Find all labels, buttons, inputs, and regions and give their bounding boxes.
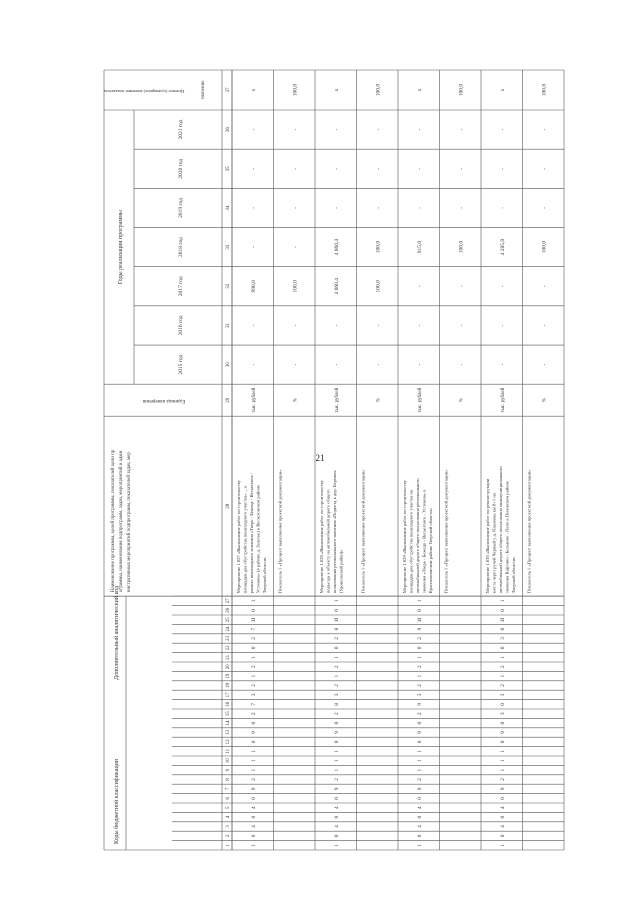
code-cell: 3 <box>499 712 506 716</box>
row-name: Показатель 1 «Процент выполнения проектной документации» <box>360 469 366 594</box>
code-cell: 1 <box>416 768 423 772</box>
code-cell: 0 <box>499 834 506 838</box>
code-cell: 3 <box>250 693 257 697</box>
code-cell: 1 <box>333 655 340 659</box>
code-cell: 0 <box>333 834 340 838</box>
row-value: - <box>333 363 340 366</box>
code-cell: 9 <box>499 787 506 791</box>
row-value: - <box>416 167 423 170</box>
code-cell: 4 <box>499 806 506 810</box>
code-cell: 1 <box>250 768 257 772</box>
code-cell: 1 <box>499 599 506 603</box>
col-number: 32 <box>226 283 231 289</box>
row-value: - <box>250 167 257 170</box>
code-cell: 3 <box>416 693 423 697</box>
col-number: 29 <box>226 397 231 403</box>
col-number: 37 <box>226 87 231 93</box>
code-cell: 9 <box>416 627 423 631</box>
code-cell: 0 <box>499 608 506 612</box>
code-cell: 0 <box>416 721 423 725</box>
row-total: 100,0 <box>458 83 465 97</box>
code-cell: 4 <box>499 825 506 828</box>
code-cell: 7 <box>250 627 257 631</box>
code-cell: 2 <box>250 778 257 781</box>
code-cell: И <box>416 617 423 622</box>
code-cell: 4 <box>333 806 340 810</box>
header-name-2: ограммы, наименования подпрограмм, задач, мероприятий и адми <box>119 450 124 593</box>
row-name: Тверской области» <box>262 556 267 594</box>
code-cell: 0 <box>250 608 257 612</box>
row-value: - <box>375 167 382 170</box>
code-cell: 4 <box>333 825 340 828</box>
row-total: 100,0 <box>292 83 299 97</box>
col-number: 14 <box>226 720 231 726</box>
row-value: - <box>375 324 382 327</box>
row-total: 100,0 <box>541 83 548 97</box>
code-cell: 1 <box>250 759 257 763</box>
row-value: - <box>541 285 548 288</box>
code-cell: 0 <box>416 608 423 612</box>
col-number: 9 <box>226 768 231 772</box>
col-number: 5 <box>226 806 231 809</box>
code-cell: 8 <box>333 627 340 631</box>
code-cell: 0 <box>416 834 423 838</box>
code-cell: 9 <box>250 787 257 791</box>
code-cell: 1 <box>416 749 423 753</box>
row-value: - <box>292 363 299 366</box>
col-number: 3 <box>226 825 231 828</box>
code-cell: И <box>250 617 257 622</box>
row-value: - <box>250 363 257 366</box>
col-number: 26 <box>226 607 231 613</box>
row-value: - <box>333 324 340 327</box>
code-cell: 1 <box>250 655 257 659</box>
code-cell: 0 <box>250 646 257 650</box>
code-cell: 2 <box>416 684 423 687</box>
col-number: 30 <box>226 362 231 368</box>
row-name: подъезда к объекту на автомобильной дороге общего <box>325 489 331 594</box>
code-cell: 0 <box>416 796 423 800</box>
row-value: - <box>375 128 382 131</box>
code-cell: 0 <box>333 815 340 819</box>
code-cell: И <box>499 617 506 622</box>
header-budget-codes: Коды бюджетной классификации <box>114 759 120 844</box>
code-cell: 1 <box>333 599 340 603</box>
row-value: - <box>333 167 340 170</box>
code-cell: 8 <box>333 702 340 706</box>
code-cell: 3 <box>499 693 506 697</box>
code-cell: 0 <box>250 796 257 800</box>
code-cell: 2 <box>333 712 340 716</box>
code-cell: 9 <box>250 731 257 734</box>
col-number: 12 <box>226 739 231 745</box>
code-cell: 0 <box>499 796 506 800</box>
row-value: - <box>292 128 299 131</box>
row-unit: % <box>542 398 548 403</box>
row-name: площадки для обустройства пешеходного участка на <box>408 490 414 594</box>
code-cell: 0 <box>333 740 340 744</box>
code-cell: 2 <box>250 637 257 640</box>
col-number: 31 <box>226 322 231 328</box>
code-cell: И <box>333 617 340 622</box>
header-y2021: 2021 год <box>178 119 184 140</box>
code-cell: 1 <box>416 843 423 847</box>
row-value: - <box>416 363 423 366</box>
row-value: 100,0 <box>375 240 382 254</box>
code-cell: 4 <box>416 806 423 810</box>
col-number: 34 <box>226 205 231 211</box>
code-cell: 9 <box>416 787 423 791</box>
row-value: - <box>416 207 423 209</box>
col-number: 19 <box>226 673 231 679</box>
row-value: - <box>250 246 257 249</box>
col-number: 16 <box>226 701 231 707</box>
header-additional-code: Дополнительный аналитический код <box>114 585 120 680</box>
col-number: 11 <box>226 748 231 754</box>
row-total: х <box>250 88 257 92</box>
code-cell: 1 <box>250 674 257 678</box>
header-y2018: 2018 год <box>178 237 184 258</box>
row-name: (Удомельский район)» <box>338 549 344 594</box>
header-value: значение <box>201 80 206 100</box>
header-unit: Единица измерения <box>142 398 186 404</box>
row-value: - <box>375 207 382 209</box>
code-cell: 2 <box>333 637 340 640</box>
row-value: - <box>499 285 506 288</box>
header-y2020: 2020 год <box>178 158 184 179</box>
code-cell: 2 <box>250 665 257 669</box>
row-value: 100,0 <box>375 280 382 293</box>
row-value: 4 285,0 <box>499 238 506 256</box>
col-number: 8 <box>226 778 231 781</box>
row-name: значения Кафтино - Бельково - Пено в Пеновском районе <box>504 481 510 594</box>
col-number: 7 <box>226 787 231 791</box>
row-value: - <box>292 324 299 327</box>
row-name: Мероприятие 1.029 «Выполнение работ по строительству <box>402 480 407 594</box>
code-cell: 1 <box>333 843 340 847</box>
col-number: 20 <box>226 664 231 670</box>
col-number: 23 <box>226 636 231 641</box>
code-cell: 1 <box>333 759 340 763</box>
code-cell: 0 <box>250 815 257 819</box>
row-name: площадки для обустройства пешеходного участка» ... в <box>242 485 248 594</box>
code-cell: 0 <box>333 646 340 650</box>
row-value: - <box>416 128 423 131</box>
code-cell: 3 <box>333 693 340 697</box>
row-value: - <box>416 285 423 288</box>
row-total: х <box>416 88 423 92</box>
code-cell: 9 <box>416 731 423 734</box>
row-value: - <box>458 363 465 366</box>
row-value: - <box>458 207 465 209</box>
row-value: - <box>250 207 257 209</box>
col-number: 27 <box>226 598 231 604</box>
code-cell: 4 <box>416 825 423 828</box>
row-name: автомобильной дороге общего пользования межмуниципального <box>498 466 503 594</box>
row-unit: % <box>293 398 299 403</box>
code-cell: 2 <box>333 665 340 669</box>
row-name: Мероприятие 1.027 «Выполнение работ по строительству <box>236 480 241 594</box>
code-cell: 9 <box>499 731 506 734</box>
code-cell: 1 <box>499 749 506 753</box>
page-number: 21 <box>315 453 325 463</box>
col-number: 24 <box>226 626 231 632</box>
row-value: - <box>499 363 506 366</box>
code-cell: 1 <box>416 674 423 678</box>
row-value: 100,0 <box>292 280 299 293</box>
row-value: - <box>292 167 299 170</box>
row-value: - <box>499 207 506 209</box>
code-cell: 7 <box>250 702 257 706</box>
row-value: 990,0 <box>250 280 257 293</box>
code-cell: 0 <box>333 796 340 800</box>
row-unit: тыс. рублей <box>251 387 257 413</box>
header-target: Целевое (суммарное) значение показателя <box>103 89 185 94</box>
row-unit: тыс. рублей <box>417 387 423 413</box>
row-value: - <box>458 167 465 170</box>
row-value: - <box>541 207 548 209</box>
header-y2019: 2019 год <box>178 197 184 218</box>
row-unit: тыс. рублей <box>500 387 506 413</box>
col-number: 25 <box>226 617 231 623</box>
code-cell: 2 <box>499 665 506 669</box>
row-value: - <box>499 128 506 131</box>
row-value: - <box>458 128 465 131</box>
col-number: 36 <box>226 127 231 133</box>
code-cell: 0 <box>333 721 340 725</box>
row-value: 4 060,4 <box>333 238 340 256</box>
row-total: 100,0 <box>375 83 382 97</box>
code-cell: 1 <box>416 655 423 659</box>
header-y2017: 2017 год <box>178 276 184 297</box>
row-value: - <box>458 285 465 288</box>
code-cell: 1 <box>333 768 340 772</box>
code-cell: 1 <box>499 674 506 678</box>
col-number: 15 <box>226 711 231 717</box>
code-cell: 1 <box>499 768 506 772</box>
row-unit: % <box>459 398 465 403</box>
code-cell: 0 <box>499 627 506 631</box>
code-cell: 1 <box>333 749 340 753</box>
header-name-3: нистративных мероприятий подпрограмм, показателей задач, мер <box>127 452 132 593</box>
code-cell: 1 <box>499 655 506 659</box>
code-cell: 1 <box>250 599 257 603</box>
code-cell: 2 <box>333 778 340 781</box>
row-value: - <box>458 324 465 327</box>
code-cell: 2 <box>250 712 257 716</box>
row-name: Мероприятие 1.028 «Выполнение работ по строительству <box>319 480 324 594</box>
code-cell: 0 <box>333 608 340 612</box>
row-name: Показатель 1 «Процент выполнения проектной документации» <box>526 469 532 594</box>
code-cell: 0 <box>499 646 506 650</box>
code-cell: 1 <box>250 749 257 753</box>
row-value: - <box>250 128 257 131</box>
row-value: - <box>333 207 340 209</box>
row-value: - <box>499 324 506 327</box>
row-value: - <box>292 246 299 249</box>
row-value: - <box>541 363 548 366</box>
code-cell: 2 <box>499 684 506 687</box>
row-value: 915,0 <box>416 240 423 254</box>
col-number: 21 <box>226 654 231 660</box>
code-cell: 1 <box>416 759 423 763</box>
code-cell: 9 <box>416 702 423 706</box>
row-name: пользования регионального значения «Подъезд к дер. Бережок <box>332 470 337 594</box>
code-cell: 4 <box>250 806 257 810</box>
row-value: - <box>333 128 340 131</box>
row-name: Мероприятие 1.030 «Выполнение работ по реконструкции <box>485 478 490 594</box>
row-value: - <box>250 324 257 327</box>
row-value: 100,0 <box>541 240 548 254</box>
col-number: 4 <box>226 815 231 819</box>
row-value: - <box>375 363 382 366</box>
col-number: 28 <box>226 503 231 509</box>
row-value: - <box>541 324 548 327</box>
row-value: - <box>416 324 423 327</box>
code-cell: 0 <box>416 815 423 819</box>
code-cell: 1 <box>499 759 506 763</box>
code-cell: 2 <box>416 778 423 781</box>
row-name: Тверской области» <box>511 556 516 594</box>
code-cell: 2 <box>250 684 257 687</box>
col-number: 10 <box>226 758 231 764</box>
row-name: Показатель 1 «Процент выполнения проектной документации» <box>277 469 283 594</box>
col-number: 1 <box>226 844 231 847</box>
col-number: 22 <box>226 645 231 651</box>
row-value: 100,0 <box>458 240 465 254</box>
row-value: - <box>541 128 548 131</box>
code-cell: 0 <box>250 721 257 725</box>
row-value: 4 060,4 <box>333 278 340 295</box>
row-name: Краснохолмском районе Тверской области» <box>428 507 433 594</box>
row-name: Показатель 1 «Процент выполнения проектной документации» <box>443 469 449 594</box>
col-number: 33 <box>226 244 231 250</box>
row-name: моста через ручей Черный у д. Павловка км 8+1 на <box>491 493 497 594</box>
code-cell: 0 <box>499 740 506 744</box>
row-total: х <box>333 88 340 92</box>
code-cell: 3 <box>499 637 506 640</box>
row-total: х <box>499 88 506 92</box>
row-name: Устюжна» (в районе д. Залесье) в Весьегонском районе <box>255 484 261 594</box>
code-cell: 1 <box>333 674 340 678</box>
code-cell: 0 <box>250 834 257 838</box>
col-number: 17 <box>226 692 231 698</box>
code-cell: 0 <box>499 721 506 725</box>
row-unit: тыс. рублей <box>334 387 340 413</box>
code-cell: 0 <box>499 815 506 819</box>
header-y2016: 2016 год <box>178 315 184 336</box>
row-name: значения «Тверь - Бежецк - Весьегонск - Устюжна» в <box>421 489 427 594</box>
code-cell: 9 <box>333 787 340 791</box>
code-cell: 2 <box>499 778 506 781</box>
code-cell: 0 <box>499 702 506 706</box>
code-cell: 2 <box>333 684 340 687</box>
code-cell: 0 <box>416 740 423 744</box>
col-number: 13 <box>226 730 231 735</box>
row-name: автомобильной дороге общего пользования регионального <box>415 478 420 594</box>
code-cell: 4 <box>250 825 257 828</box>
col-number: 18 <box>226 683 231 688</box>
code-cell: 2 <box>416 637 423 640</box>
row-value: - <box>499 167 506 170</box>
col-number: 2 <box>226 834 231 838</box>
header-name: Наименование программы, целей программы, показателей цели пр <box>111 449 116 593</box>
row-value: - <box>541 167 548 170</box>
code-cell: 1 <box>250 843 257 847</box>
col-number: 6 <box>226 797 231 800</box>
row-name: рамках пешеходного значения «Тверь - Бежецк - Весьегонск - <box>249 472 254 594</box>
code-cell: 1 <box>499 843 506 847</box>
header-y2015: 2015 год <box>178 354 184 375</box>
row-value: - <box>292 207 299 209</box>
header-years: Годы реализации программы <box>118 210 124 285</box>
code-cell: 1 <box>416 599 423 603</box>
code-cell: 0 <box>416 646 423 650</box>
col-number: 35 <box>226 166 231 172</box>
code-cell: 9 <box>333 731 340 734</box>
code-cell: 0 <box>250 740 257 744</box>
code-cell: 2 <box>416 712 423 716</box>
code-cell: 2 <box>416 665 423 669</box>
row-unit: % <box>376 398 382 403</box>
